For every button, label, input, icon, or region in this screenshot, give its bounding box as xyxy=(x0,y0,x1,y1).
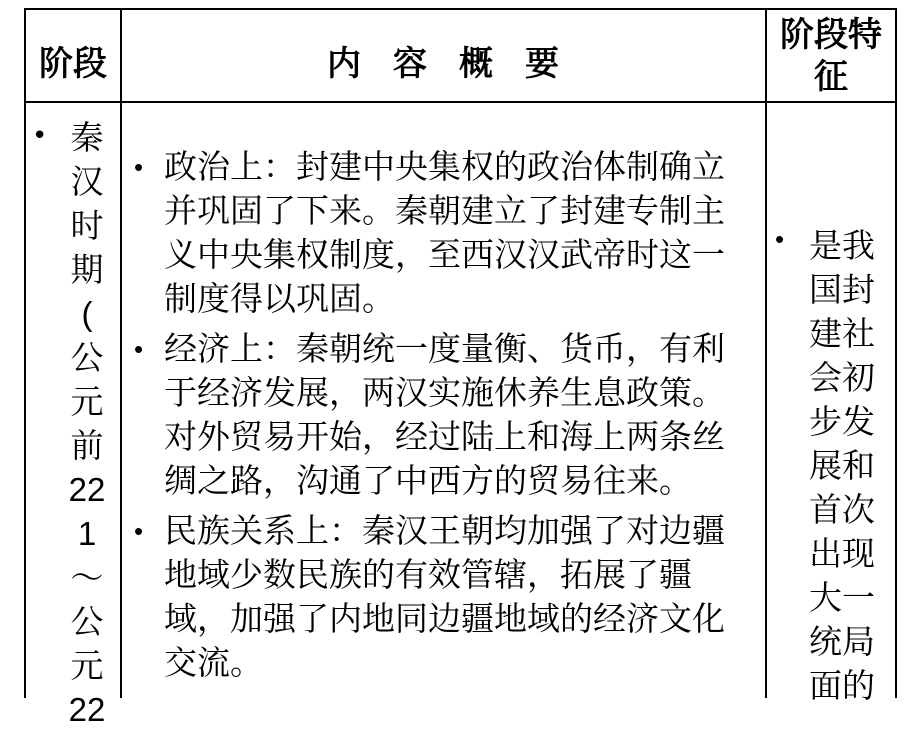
column-divider-2 xyxy=(765,8,767,698)
header-content-summary: 内容概要 xyxy=(327,45,591,83)
content-item xyxy=(134,509,764,685)
stage-char: ～ xyxy=(70,558,104,597)
feature-text: 是我国封建社会初步发展和首次出现大一统局面的 xyxy=(809,226,875,705)
header-stage: 阶段 xyxy=(39,45,107,83)
stage-char: 22 xyxy=(68,691,106,728)
item-text: 民族关系上：秦汉王朝均加强了对边疆地域少数民族的有效管辖，拓展了疆域，加强了内地同边疆地域的经济文化交流。 xyxy=(164,511,725,682)
stage-char: ( xyxy=(81,295,93,332)
stage-char: 公 xyxy=(70,602,104,641)
item-text: 政治上：封建中央集权的政治体制确立并巩固了下来。秦朝建立了封建专制主义中央集权制度，至西汉汉武帝时这一制度得以巩固。 xyxy=(164,147,725,318)
column-divider-1 xyxy=(120,8,122,698)
stage-char: 期 xyxy=(70,250,104,289)
item-bullet: • xyxy=(134,152,144,182)
stage-text xyxy=(62,116,112,732)
stage-char: 元 xyxy=(70,646,104,685)
stage-char: 时 xyxy=(70,206,104,245)
stage-char: 秦 xyxy=(70,118,104,157)
stage-char: 汉 xyxy=(70,162,104,201)
content-list xyxy=(134,145,764,691)
item-bullet: • xyxy=(134,516,144,546)
stage-char: 1 xyxy=(77,515,97,552)
stage-bullet: • xyxy=(32,121,48,151)
feature-bullet: • xyxy=(775,224,785,254)
content-item xyxy=(134,145,764,321)
content-item xyxy=(134,327,764,503)
stage-char: 公 xyxy=(70,338,104,377)
item-text: 经济上：秦朝统一度量衡、货币，有利于经济发展，两汉实施休养生息政策。对外贸易开始，经过陆上和海上两条丝绸之路，沟通了中西方的贸易往来。 xyxy=(164,329,725,500)
table-right-border xyxy=(895,8,897,698)
stage-char: 元 xyxy=(70,382,104,421)
header-stage-feature: 阶段特征 xyxy=(780,16,882,96)
table-left-border xyxy=(24,8,26,698)
feature-cell xyxy=(775,224,895,708)
item-bullet: • xyxy=(134,334,144,364)
stage-char: 22 xyxy=(68,471,106,508)
stage-char: 前 xyxy=(70,426,104,465)
